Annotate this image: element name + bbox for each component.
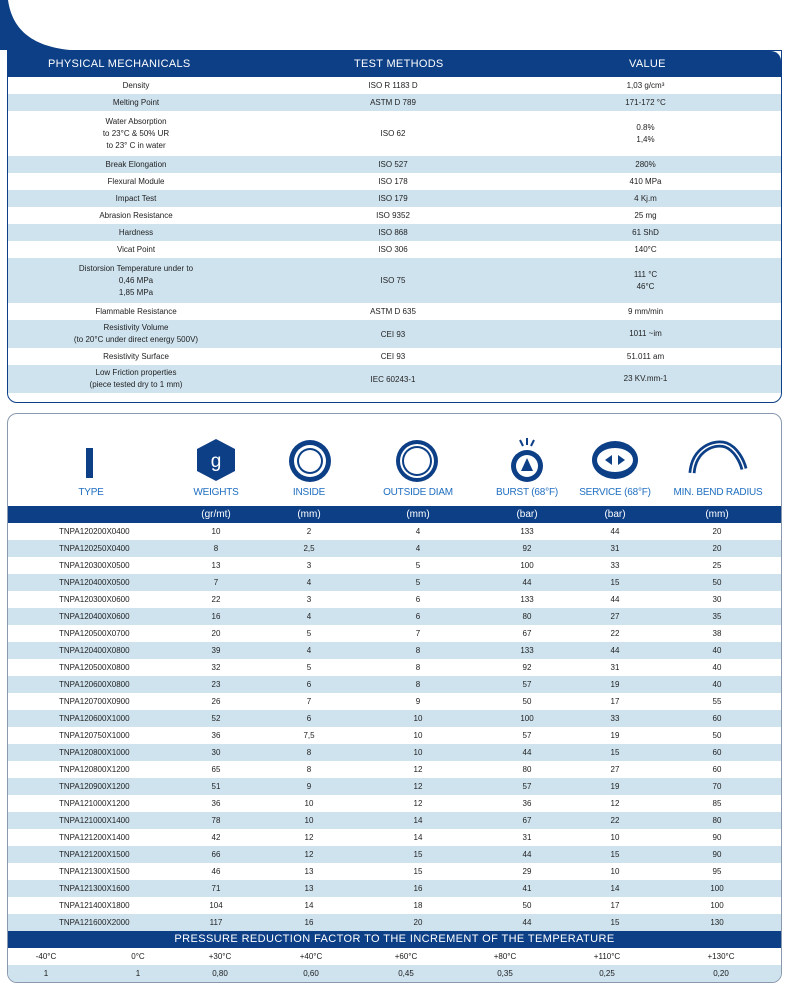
mechanicals-row bbox=[8, 111, 781, 156]
table-row bbox=[8, 574, 781, 591]
temperature-cell: +40°C bbox=[299, 952, 323, 961]
service-cell: 33 bbox=[610, 561, 620, 570]
type-code-cell: TNPA121200X1400 bbox=[59, 833, 130, 842]
mechanicals-body bbox=[8, 77, 781, 393]
bend-radius-cell: 55 bbox=[712, 697, 722, 706]
service-cell: 31 bbox=[610, 663, 620, 672]
inside-cell: 6 bbox=[306, 680, 312, 689]
weight-cell: 20 bbox=[211, 629, 221, 638]
bend-radius-cell: 90 bbox=[712, 850, 722, 859]
unit-inside: (mm) bbox=[297, 509, 321, 520]
property-cell: Break Elongation bbox=[105, 159, 167, 169]
table-row bbox=[8, 829, 781, 846]
inside-cell: 10 bbox=[304, 816, 314, 825]
type-code-cell: TNPA120900X1200 bbox=[59, 782, 130, 791]
inside-cell: 12 bbox=[304, 833, 314, 842]
bend-radius-cell: 60 bbox=[712, 714, 722, 723]
type-code-cell: TNPA120700X0900 bbox=[59, 697, 130, 706]
inside-cell: 12 bbox=[304, 850, 314, 859]
weight-cell: 22 bbox=[211, 595, 221, 604]
type-code-cell: TNPA120400X0800 bbox=[59, 646, 130, 655]
burst-cell: 57 bbox=[522, 782, 532, 791]
service-cell: 19 bbox=[610, 731, 620, 740]
outside-cell: 18 bbox=[413, 901, 423, 910]
inside-cell: 14 bbox=[304, 901, 314, 910]
value-cell: 0.8% 1,4% bbox=[636, 122, 655, 144]
table-row bbox=[8, 727, 781, 744]
burst-cell: 57 bbox=[522, 731, 532, 740]
inside-cell: 7 bbox=[306, 697, 312, 706]
method-cell: ASTM D 789 bbox=[370, 98, 416, 107]
bend-radius-cell: 38 bbox=[712, 629, 722, 638]
bend-radius-cell: 40 bbox=[712, 663, 722, 672]
table-row bbox=[8, 914, 781, 931]
property-cell: Resistivity Surface bbox=[103, 351, 169, 361]
property-cell: Abrasion Resistance bbox=[99, 210, 173, 220]
inside-cell: 4 bbox=[306, 578, 312, 587]
burst-cell: 31 bbox=[522, 833, 532, 842]
type-code-cell: TNPA120500X0700 bbox=[59, 629, 130, 638]
table-row bbox=[8, 608, 781, 625]
icon-header bbox=[8, 414, 781, 506]
inside-cell: 3 bbox=[306, 595, 312, 604]
method-cell: ISO 527 bbox=[378, 160, 408, 169]
inside-cell: 3 bbox=[306, 561, 312, 570]
service-cell: 17 bbox=[610, 901, 620, 910]
inside-cell: 5 bbox=[306, 663, 312, 672]
weight-cell: 36 bbox=[211, 731, 221, 740]
type-code-cell: TNPA120500X0800 bbox=[59, 663, 130, 672]
service-cell: 10 bbox=[610, 833, 620, 842]
value-cell: 280% bbox=[635, 159, 656, 169]
weight-cell: 13 bbox=[211, 561, 221, 570]
type-code-cell: TNPA121200X1500 bbox=[59, 850, 130, 859]
service-pressure-icon bbox=[591, 440, 639, 480]
unit-service: (bar) bbox=[604, 509, 626, 520]
type-code-cell: TNPA121300X1500 bbox=[59, 867, 130, 876]
weight-cell: 16 bbox=[211, 612, 221, 621]
weight-cell: 117 bbox=[209, 918, 223, 927]
service-cell: 15 bbox=[610, 748, 620, 757]
weight-cell: 52 bbox=[211, 714, 221, 723]
type-code-cell: TNPA120400X0500 bbox=[59, 578, 130, 587]
value-cell: 9 mm/min bbox=[627, 306, 664, 316]
mechanicals-row bbox=[8, 190, 781, 207]
burst-cell: 80 bbox=[522, 612, 532, 621]
type-code-cell: TNPA121000X1200 bbox=[59, 799, 130, 808]
inside-cell: 5 bbox=[306, 629, 312, 638]
temperature-cell: +60°C bbox=[394, 952, 418, 961]
header-test-methods: TEST METHODS bbox=[354, 58, 444, 70]
burst-cell: 92 bbox=[522, 544, 532, 553]
mechanicals-row bbox=[8, 348, 781, 365]
value-cell: 1011 ~im bbox=[629, 329, 662, 338]
burst-pressure-icon bbox=[510, 436, 544, 484]
property-cell: Water Absorption to 23°C & 50% UR to 23° C in water bbox=[102, 116, 170, 150]
inside-cell: 2,5 bbox=[303, 544, 315, 553]
table-row bbox=[8, 540, 781, 557]
property-cell: Melting Point bbox=[112, 97, 160, 107]
table-row bbox=[8, 557, 781, 574]
property-cell: Distorsion Temperature under to 0,46 MPa 1,85 MPa bbox=[78, 263, 194, 297]
bend-radius-cell: 70 bbox=[712, 782, 722, 791]
value-cell: 410 MPa bbox=[629, 176, 662, 186]
temperature-cell: +130°C bbox=[707, 952, 735, 961]
weight-cell: 30 bbox=[211, 748, 221, 757]
weight-cell: 7 bbox=[213, 578, 219, 587]
burst-cell: 50 bbox=[522, 697, 532, 706]
bend-radius-cell: 95 bbox=[712, 867, 722, 876]
dimensions-table bbox=[7, 413, 782, 983]
table-row bbox=[8, 846, 781, 863]
outside-cell: 15 bbox=[413, 850, 423, 859]
corner-decoration bbox=[0, 0, 70, 50]
method-cell: ISO 75 bbox=[380, 276, 406, 285]
temperature-cell: -40°C bbox=[35, 952, 57, 961]
mechanicals-row bbox=[8, 303, 781, 320]
method-cell: IEC 60243-1 bbox=[370, 374, 416, 384]
outside-cell: 16 bbox=[413, 884, 423, 893]
burst-cell: 50 bbox=[522, 901, 532, 910]
service-cell: 27 bbox=[610, 765, 620, 774]
bend-radius-icon bbox=[688, 439, 748, 475]
factor-cell: 0,35 bbox=[497, 969, 513, 978]
method-cell: ISO 306 bbox=[378, 245, 408, 254]
weight-cell: 23 bbox=[211, 680, 221, 689]
table-row bbox=[8, 897, 781, 914]
weight-cell: 46 bbox=[211, 867, 221, 876]
bend-radius-cell: 50 bbox=[712, 578, 722, 587]
bend-radius-cell: 100 bbox=[710, 901, 724, 910]
type-code-cell: TNPA120200X0400 bbox=[59, 527, 130, 536]
inside-cell: 4 bbox=[306, 612, 312, 621]
outside-cell: 6 bbox=[415, 595, 421, 604]
type-code-cell: TNPA120600X0800 bbox=[59, 680, 130, 689]
burst-cell: 100 bbox=[520, 561, 534, 570]
table-row bbox=[8, 880, 781, 897]
burst-cell: 80 bbox=[522, 765, 532, 774]
factor-cell: 0,20 bbox=[713, 969, 729, 978]
outside-cell: 15 bbox=[413, 867, 423, 876]
outside-diameter-icon bbox=[395, 439, 439, 483]
service-cell: 44 bbox=[610, 527, 620, 536]
burst-cell: 44 bbox=[522, 748, 532, 757]
method-cell: CEI 93 bbox=[380, 329, 406, 339]
property-cell: Impact Test bbox=[115, 193, 157, 203]
bend-radius-cell: 40 bbox=[712, 680, 722, 689]
value-cell: 171-172 °C bbox=[625, 97, 666, 107]
value-cell: 4 Kj.m bbox=[634, 193, 657, 203]
service-cell: 33 bbox=[610, 714, 620, 723]
header-physical: PHYSICAL MECHANICALS bbox=[48, 58, 191, 70]
service-cell: 15 bbox=[610, 578, 620, 587]
label-inside: INSIDE bbox=[292, 487, 326, 498]
outside-cell: 6 bbox=[415, 612, 421, 621]
service-cell: 19 bbox=[610, 782, 620, 791]
mechanicals-row bbox=[8, 365, 781, 393]
outside-cell: 5 bbox=[415, 578, 421, 587]
unit-weights: (gr/mt) bbox=[201, 509, 231, 520]
service-cell: 27 bbox=[610, 612, 620, 621]
mechanicals-row bbox=[8, 241, 781, 258]
service-cell: 19 bbox=[610, 680, 620, 689]
service-cell: 22 bbox=[610, 816, 620, 825]
burst-cell: 44 bbox=[522, 578, 532, 587]
bend-radius-cell: 35 bbox=[712, 612, 722, 621]
mechanicals-row bbox=[8, 77, 781, 94]
bend-radius-cell: 60 bbox=[712, 765, 722, 774]
bend-radius-cell: 60 bbox=[712, 748, 722, 757]
inside-cell: 8 bbox=[306, 748, 312, 757]
temperature-cell: 0°C bbox=[131, 952, 145, 961]
table-row bbox=[8, 863, 781, 880]
inside-diameter-icon bbox=[288, 439, 332, 483]
outside-cell: 9 bbox=[415, 697, 421, 706]
type-code-cell: TNPA120250X0400 bbox=[59, 544, 130, 553]
bend-radius-cell: 100 bbox=[710, 884, 724, 893]
burst-cell: 133 bbox=[520, 527, 534, 536]
weight-hexagon-icon bbox=[195, 438, 237, 482]
factor-cell: 0,25 bbox=[599, 969, 615, 978]
burst-cell: 57 bbox=[522, 680, 532, 689]
weight-cell: 51 bbox=[211, 782, 221, 791]
unit-outside: (mm) bbox=[406, 509, 430, 520]
label-outside: OUTSIDE DIAM bbox=[383, 487, 453, 498]
value-cell: 140°C bbox=[634, 244, 657, 254]
burst-cell: 41 bbox=[522, 884, 532, 893]
value-cell: 25 mg bbox=[634, 210, 657, 220]
property-cell: Resistivity Volume (to 20°C under direct energy 500V) bbox=[73, 323, 199, 344]
temperature-cell: +110°C bbox=[593, 952, 621, 961]
property-cell: Density bbox=[122, 80, 150, 90]
bend-radius-cell: 80 bbox=[712, 816, 722, 825]
burst-cell: 36 bbox=[522, 799, 532, 808]
weight-cell: 10 bbox=[211, 527, 221, 536]
mechanicals-row bbox=[8, 258, 781, 303]
bend-radius-cell: 40 bbox=[712, 646, 722, 655]
outside-cell: 10 bbox=[413, 748, 423, 757]
table-row bbox=[8, 744, 781, 761]
unit-bend: (mm) bbox=[705, 509, 729, 520]
bend-radius-cell: 90 bbox=[712, 833, 722, 842]
outside-cell: 4 bbox=[415, 544, 421, 553]
factor-cell: 1 bbox=[43, 969, 49, 978]
property-cell: Flexural Module bbox=[107, 176, 165, 186]
label-service: SERVICE (68°F) bbox=[579, 487, 651, 498]
value-cell: 51.011 am bbox=[626, 351, 665, 361]
table-row bbox=[8, 523, 781, 540]
dimensions-body bbox=[8, 523, 781, 931]
label-weights: WEIGHTS bbox=[193, 487, 239, 498]
type-code-cell: TNPA121400X1800 bbox=[59, 901, 130, 910]
type-code-cell: TNPA120750X1000 bbox=[59, 731, 130, 740]
inside-cell: 7,5 bbox=[303, 731, 315, 740]
table-row bbox=[8, 710, 781, 727]
table-row bbox=[8, 761, 781, 778]
outside-cell: 10 bbox=[413, 731, 423, 740]
header-value: VALUE bbox=[629, 58, 666, 70]
inside-cell: 13 bbox=[304, 867, 314, 876]
table-row bbox=[8, 625, 781, 642]
service-cell: 15 bbox=[610, 850, 620, 859]
table-row bbox=[8, 795, 781, 812]
weight-cell: 71 bbox=[211, 884, 221, 893]
burst-cell: 133 bbox=[520, 595, 534, 604]
factor-cell: 0,45 bbox=[398, 969, 414, 978]
label-type: TYPE bbox=[78, 487, 104, 498]
type-bar-icon bbox=[86, 448, 94, 478]
burst-cell: 44 bbox=[522, 850, 532, 859]
value-cell: 111 °C 46°C bbox=[633, 269, 658, 291]
outside-cell: 8 bbox=[415, 663, 421, 672]
service-cell: 14 bbox=[610, 884, 620, 893]
service-cell: 31 bbox=[610, 544, 620, 553]
mechanicals-header bbox=[8, 51, 781, 77]
bend-radius-cell: 25 bbox=[712, 561, 722, 570]
weight-cell: 8 bbox=[213, 544, 219, 553]
inside-cell: 16 bbox=[304, 918, 314, 927]
factor-cell: 0,60 bbox=[303, 969, 319, 978]
outside-cell: 8 bbox=[415, 680, 421, 689]
type-code-cell: TNPA120800X1000 bbox=[59, 748, 130, 757]
label-burst: BURST (68°F) bbox=[496, 487, 558, 498]
type-code-cell: TNPA120300X0600 bbox=[59, 595, 130, 604]
property-cell: Vicat Point bbox=[116, 244, 156, 254]
factor-cell: 0,80 bbox=[212, 969, 228, 978]
type-code-cell: TNPA120800X1200 bbox=[59, 765, 130, 774]
service-cell: 44 bbox=[610, 595, 620, 604]
property-cell: Flammable Resistance bbox=[95, 306, 177, 316]
mechanicals-row bbox=[8, 224, 781, 241]
outside-cell: 12 bbox=[413, 765, 423, 774]
bend-radius-cell: 20 bbox=[712, 527, 722, 536]
weight-cell: 32 bbox=[211, 663, 221, 672]
burst-cell: 92 bbox=[522, 663, 532, 672]
method-cell: ISO 179 bbox=[378, 194, 408, 203]
burst-cell: 100 bbox=[520, 714, 534, 723]
type-code-cell: TNPA120300X0500 bbox=[59, 561, 130, 570]
bend-radius-cell: 30 bbox=[712, 595, 722, 604]
weight-cell: 36 bbox=[211, 799, 221, 808]
service-cell: 15 bbox=[610, 918, 620, 927]
method-cell: CEI 93 bbox=[380, 352, 406, 361]
burst-cell: 67 bbox=[522, 816, 532, 825]
outside-cell: 14 bbox=[413, 816, 423, 825]
pressure-factor-row bbox=[8, 965, 781, 982]
mechanicals-row bbox=[8, 94, 781, 111]
burst-cell: 67 bbox=[522, 629, 532, 638]
burst-cell: 29 bbox=[522, 867, 532, 876]
table-row bbox=[8, 659, 781, 676]
mechanicals-row bbox=[8, 173, 781, 190]
inside-cell: 8 bbox=[306, 765, 312, 774]
bend-radius-cell: 130 bbox=[710, 918, 724, 927]
mechanicals-table bbox=[7, 50, 782, 403]
table-row bbox=[8, 591, 781, 608]
svg-text:g: g bbox=[210, 451, 222, 472]
service-cell: 44 bbox=[610, 646, 620, 655]
method-cell: ISO 9352 bbox=[376, 211, 410, 220]
outside-cell: 20 bbox=[413, 918, 423, 927]
inside-cell: 6 bbox=[306, 714, 312, 723]
inside-cell: 13 bbox=[304, 884, 314, 893]
mechanicals-row bbox=[8, 320, 781, 348]
method-cell: ISO 178 bbox=[378, 177, 408, 186]
inside-cell: 2 bbox=[306, 527, 312, 536]
property-cell: Hardness bbox=[118, 227, 154, 237]
table-row bbox=[8, 676, 781, 693]
weight-cell: 66 bbox=[211, 850, 221, 859]
mechanicals-row bbox=[8, 207, 781, 224]
outside-cell: 14 bbox=[413, 833, 423, 842]
method-cell: ISO R 1183 D bbox=[368, 81, 418, 90]
bend-radius-cell: 20 bbox=[712, 544, 722, 553]
type-code-cell: TNPA121300X1600 bbox=[59, 884, 130, 893]
pressure-temperature-row bbox=[8, 948, 781, 965]
method-cell: ASTM D 635 bbox=[370, 307, 416, 316]
service-cell: 17 bbox=[610, 697, 620, 706]
units-row bbox=[8, 506, 781, 523]
label-bend: MIN. BEND RADIUS bbox=[673, 487, 763, 498]
weight-cell: 42 bbox=[211, 833, 221, 842]
temperature-cell: +80°C bbox=[493, 952, 517, 961]
value-cell: 23 KV.mm-1 bbox=[623, 374, 668, 383]
burst-cell: 44 bbox=[522, 918, 532, 927]
table-row bbox=[8, 642, 781, 659]
service-cell: 12 bbox=[610, 799, 620, 808]
unit-burst: (bar) bbox=[516, 509, 538, 520]
weight-cell: 39 bbox=[211, 646, 221, 655]
burst-cell: 133 bbox=[520, 646, 534, 655]
weight-cell: 26 bbox=[211, 697, 221, 706]
factor-cell: 1 bbox=[135, 969, 141, 978]
value-cell: 61 ShD bbox=[632, 227, 659, 237]
service-cell: 22 bbox=[610, 629, 620, 638]
temperature-cell: +30°C bbox=[208, 952, 232, 961]
service-cell: 10 bbox=[610, 867, 620, 876]
outside-cell: 8 bbox=[415, 646, 421, 655]
outside-cell: 7 bbox=[415, 629, 421, 638]
method-cell: ISO 868 bbox=[378, 228, 408, 237]
type-code-cell: TNPA120400X0600 bbox=[59, 612, 130, 621]
type-code-cell: TNPA120600X1000 bbox=[59, 714, 130, 723]
outside-cell: 12 bbox=[413, 799, 423, 808]
bend-radius-cell: 50 bbox=[712, 731, 722, 740]
bend-radius-cell: 85 bbox=[712, 799, 722, 808]
outside-cell: 12 bbox=[413, 782, 423, 791]
value-cell: 1,03 g/cm³ bbox=[626, 80, 665, 90]
outside-cell: 4 bbox=[415, 527, 421, 536]
table-row bbox=[8, 812, 781, 829]
pressure-title: PRESSURE REDUCTION FACTOR TO THE INCREMENT OF THE TEMPERATURE bbox=[8, 931, 781, 948]
table-row bbox=[8, 778, 781, 795]
type-code-cell: TNPA121600X2000 bbox=[59, 918, 130, 927]
method-cell: ISO 62 bbox=[380, 129, 406, 138]
inside-cell: 10 bbox=[304, 799, 314, 808]
property-cell: Low Friction properties (piece tested dry to 1 mm) bbox=[89, 368, 183, 389]
mechanicals-row bbox=[8, 156, 781, 173]
weight-cell: 78 bbox=[211, 816, 221, 825]
weight-cell: 65 bbox=[211, 765, 221, 774]
inside-cell: 4 bbox=[306, 646, 312, 655]
inside-cell: 9 bbox=[306, 782, 312, 791]
table-row bbox=[8, 693, 781, 710]
outside-cell: 5 bbox=[415, 561, 421, 570]
type-code-cell: TNPA121000X1400 bbox=[59, 816, 130, 825]
outside-cell: 10 bbox=[413, 714, 423, 723]
weight-cell: 104 bbox=[209, 901, 223, 910]
